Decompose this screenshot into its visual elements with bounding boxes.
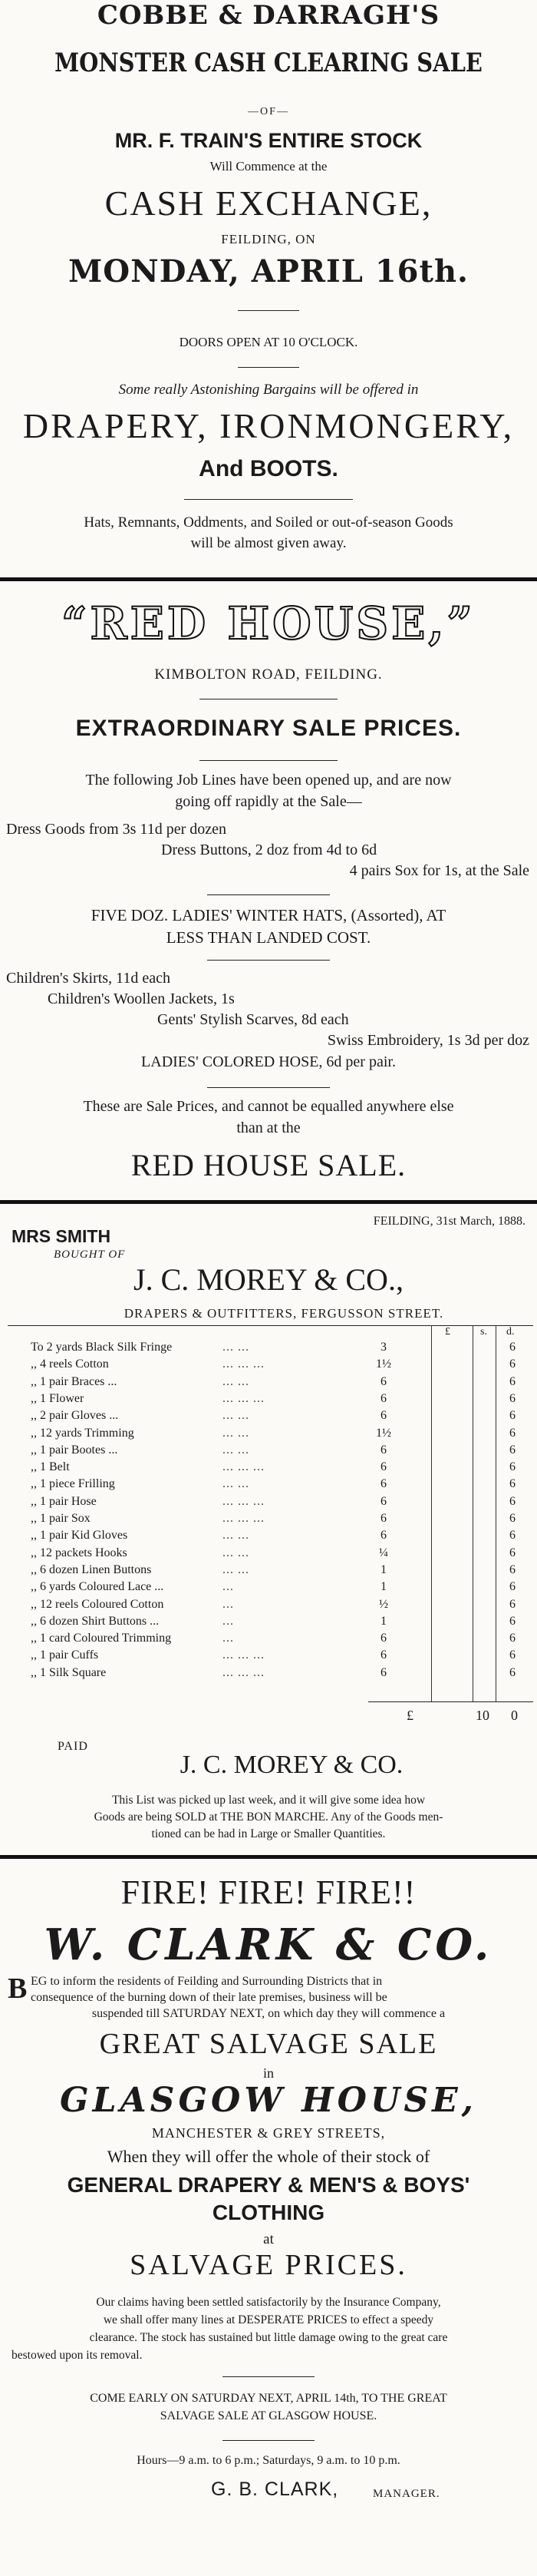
bill-item-name: ,, 1 pair Hose (31, 1494, 97, 1508)
ad3-col-d: d. (506, 1326, 515, 1338)
ad4-hours: Hours—9 a.m. to 6 p.m.; Saturdays, 9 a.m. to 10 p.m. (137, 2454, 400, 2467)
bill-item-leader: ... ... (222, 1443, 249, 1457)
ad4-body-2: consequence of the burning down of their late premises, business will be (31, 1991, 387, 2004)
ad2-list2-item: Children's Skirts, 11d each (6, 970, 170, 987)
ad4-in: in (262, 2065, 274, 2081)
ad4-manager: MANAGER. (373, 2488, 440, 2500)
bill-item-name: ,, 1 pair Braces ... (31, 1374, 117, 1388)
ad3-table-top-rule (8, 1325, 533, 1326)
bill-item-name: ,, 1 piece Frilling (31, 1477, 115, 1491)
bill-item-row (0, 1666, 537, 1683)
bill-item-row (0, 1632, 537, 1648)
bill-item-shillings: 6 (381, 1391, 387, 1405)
bill-item-shillings: 1½ (376, 1426, 391, 1440)
bill-item-leader: ... ... ... (222, 1460, 265, 1474)
bill-item-leader: ... ... ... (222, 1494, 265, 1508)
ad3-total-d: 0 (511, 1708, 518, 1723)
bill-item-name: ,, 12 reels Coloured Cotton (31, 1597, 164, 1611)
ad2-hats-2: LESS THAN LANDED COST. (166, 928, 371, 947)
ad2-closing-2: than at the (236, 1119, 301, 1136)
bill-item-leader: ... ... ... (222, 1391, 265, 1405)
ad4-come-2: SALVAGE SALE AT GLASGOW HOUSE. (160, 2409, 377, 2422)
ad4-claims-2: we shall offer many lines at DESPERATE PRICES to effect a speedy (103, 2313, 434, 2326)
ad3-note-2: Goods are being SOLD at THE BON MARCHE. Any of the Goods men- (94, 1810, 443, 1824)
bill-item-leader: ... ... (222, 1477, 249, 1491)
bill-item-shillings: 6 (381, 1443, 387, 1457)
ad3-paid: PAID (58, 1740, 88, 1753)
ad1-short-rule (238, 310, 299, 311)
bill-item-row (0, 1495, 537, 1512)
ad2-list1-item: Dress Goods from 3s 11d per dozen (6, 821, 226, 838)
ad3-paid-firm: J. C. MOREY & CO. (180, 1751, 404, 1779)
bill-item-row (0, 1357, 537, 1374)
ad4-firm: W. CLARK & CO. (44, 1920, 493, 1970)
ad1-hats: Hats, Remnants, Oddments, and Soiled or out-of-season Goods (84, 514, 453, 531)
ad1-commence: Will Commence at the (209, 159, 328, 174)
bill-item-leader: ... ... ... (222, 1665, 265, 1679)
bill-item-pence: 6 (509, 1391, 516, 1405)
bill-item-row (0, 1427, 537, 1443)
ad2-rule-5 (207, 1087, 330, 1088)
ad4-salvage-prices: SALVAGE PRICES. (130, 2249, 407, 2281)
ad3-bought-of: BOUGHT OF (54, 1248, 126, 1261)
bill-item-shillings: 6 (381, 1374, 387, 1388)
ad2-list1-item: Dress Buttons, 2 doz from 4d to 6d (161, 842, 377, 858)
bill-item-name: ,, 1 Flower (31, 1391, 84, 1405)
ad3-total-pound: £ (407, 1708, 413, 1723)
bill-item-pence: 6 (509, 1512, 516, 1525)
ad4-drop-cap: B (8, 1973, 28, 2005)
ad1-boots: And BOOTS. (199, 456, 338, 481)
ad1-stock: MR. F. TRAIN'S ENTIRE STOCK (114, 129, 423, 152)
bill-item-shillings: 1½ (376, 1357, 391, 1371)
ad2-list1-item: 4 pairs Sox for 1s, at the Sale (349, 862, 529, 879)
bill-item-pence: 6 (509, 1529, 516, 1543)
ad2-list2-item: LADIES' COLORED HOSE, 6d per pair. (141, 1053, 396, 1070)
bill-item-leader: ... ... (222, 1529, 249, 1543)
bill-item-row (0, 1477, 537, 1494)
ad2-list2-item: Gents' Stylish Scarves, 8d each (157, 1011, 349, 1028)
ad1-bottom-border (0, 577, 537, 581)
ad3-dateline: FEILDING, 31st March, 1888. (373, 1215, 525, 1228)
bill-item-shillings: 3 (381, 1341, 387, 1354)
ad2-bottom-border (0, 1200, 537, 1204)
ad4-claims-3: clearance. The stock has sustained but little damage owing to the great care (89, 2331, 448, 2344)
ad4-at: at (263, 2231, 274, 2247)
bill-item-row (0, 1598, 537, 1615)
bill-item-shillings: 6 (381, 1665, 387, 1679)
bill-item-pence: 6 (509, 1357, 516, 1371)
bill-item-row (0, 1512, 537, 1529)
bill-item-name: ,, 1 pair Cuffs (31, 1648, 99, 1662)
ad1-bargains: Some really Astonishing Bargains will be offered in (118, 382, 419, 398)
bill-item-pence: 6 (509, 1632, 516, 1645)
ad1-short-rule-2 (238, 367, 299, 368)
ad2-red-house-title: “RED HOUSE,” (61, 597, 476, 650)
bill-item-shillings: 6 (381, 1409, 387, 1423)
ad3-col-s: s. (480, 1326, 487, 1338)
ad3-total-s: 10 (476, 1708, 489, 1723)
ad4-general: GENERAL DRAPERY & MEN'S & BOYS' (67, 2173, 470, 2197)
ad1-rule (184, 499, 353, 500)
ad2-rule-4 (207, 960, 330, 961)
bill-item-shillings: 6 (381, 1512, 387, 1525)
bill-item-pence: 6 (509, 1426, 516, 1440)
bill-item-name: To 2 yards Black Silk Fringe (31, 1341, 173, 1354)
bill-item-pence: 6 (509, 1494, 516, 1508)
ad1-feilding-on: FEILDING, ON (221, 232, 316, 246)
bill-item-name: ,, 1 Silk Square (31, 1665, 107, 1679)
ad4-glasgow-house: GLASGOW HOUSE, (60, 2081, 477, 2120)
bill-item-leader: ... ... (222, 1546, 249, 1559)
ad2-closing-1: These are Sale Prices, and cannot be equalled anywhere else (83, 1098, 454, 1115)
ad4-rule-2 (222, 2440, 315, 2441)
bill-item-name: ,, 6 dozen Shirt Buttons ... (31, 1614, 160, 1628)
ad1-of: —OF— (248, 106, 289, 117)
bill-item-leader: ... (222, 1614, 234, 1628)
bill-item-name: ,, 1 pair Kid Gloves (31, 1529, 128, 1543)
ad3-col-pound: £ (445, 1326, 450, 1338)
bill-item-row (0, 1409, 537, 1426)
ad3-note-3: tioned can be had in Large or Smaller Quantities. (151, 1827, 386, 1840)
bill-item-row (0, 1460, 537, 1477)
bill-item-shillings: 6 (381, 1632, 387, 1645)
bill-item-row (0, 1443, 537, 1460)
bill-item-leader: ... (222, 1580, 234, 1594)
ad4-claims-1: Our claims having been settled satisfactorily by the Insurance Company, (96, 2296, 441, 2309)
bill-item-pence: 6 (509, 1546, 516, 1559)
ad4-rule (222, 2376, 315, 2377)
bill-item-leader: ... ... (222, 1341, 249, 1354)
ad2-intro-1: The following Job Lines have been opened up, and are now (85, 772, 452, 789)
ad4-body-1: EG to inform the residents of Feilding and Surrounding Districts that in (31, 1975, 383, 1988)
bill-item-row (0, 1546, 537, 1563)
bill-item-shillings: 1 (381, 1562, 387, 1576)
ad3-customer: MRS SMITH (12, 1226, 111, 1246)
ad2-rule-2 (199, 760, 338, 761)
bill-item-shillings: 6 (381, 1460, 387, 1474)
bill-item-shillings: 6 (381, 1477, 387, 1491)
bill-item-row (0, 1529, 537, 1546)
bill-item-row (0, 1563, 537, 1580)
ad4-signature: G. B. CLARK, (211, 2478, 339, 2500)
ad1-sale-title: MONSTER CASH CLEARING SALE (54, 48, 483, 78)
ad3-firm-sub: DRAPERS & OUTFITTERS, FERGUSSON STREET. (124, 1306, 444, 1321)
bill-item-pence: 6 (509, 1597, 516, 1611)
bill-item-pence: 6 (509, 1648, 516, 1662)
bill-item-name: ,, 12 yards Trimming (31, 1426, 134, 1440)
ad2-hats-1: FIVE DOZ. LADIES' WINTER HATS, (Assorted), AT (91, 906, 446, 924)
bill-item-leader: ... ... (222, 1562, 249, 1576)
ad2-rule-3 (207, 894, 330, 895)
bill-item-row (0, 1341, 537, 1357)
ad1-cash-exchange: CASH EXCHANGE, (104, 184, 433, 223)
bill-item-leader: ... ... (222, 1426, 249, 1440)
bill-item-pence: 6 (509, 1477, 516, 1491)
bill-item-leader: ... (222, 1632, 234, 1645)
ad2-address: KIMBOLTON ROAD, FEILDING. (154, 666, 383, 683)
ad1-date: MONDAY, APRIL 16th. (68, 253, 469, 289)
ad2-list2-item: Children's Woollen Jackets, 1s (48, 990, 235, 1007)
bill-item-row (0, 1375, 537, 1392)
ad4-fire: FIRE! FIRE! FIRE!! (120, 1873, 417, 1911)
bill-item-shillings: 6 (381, 1648, 387, 1662)
ad1-given-away: will be almost given away. (190, 535, 347, 551)
ad4-clothing: CLOTHING (212, 2201, 325, 2224)
ad4-come-1: COME EARLY ON SATURDAY NEXT, APRIL 14th, TO THE GREAT (90, 2392, 447, 2405)
bill-item-row (0, 1615, 537, 1632)
bill-item-pence: 6 (509, 1580, 516, 1594)
bill-item-name: ,, 12 packets Hooks (31, 1546, 127, 1559)
bill-item-shillings: ¼ (379, 1546, 388, 1559)
ad3-firm: J. C. MOREY & CO., (133, 1262, 404, 1297)
ad4-when: When they will offer the whole of their stock of (107, 2147, 430, 2166)
bill-item-leader: ... (222, 1597, 234, 1611)
ad4-salvage-sale: GREAT SALVAGE SALE (99, 2028, 438, 2060)
bill-item-shillings: ½ (379, 1597, 388, 1611)
ad2-list2-item: Swiss Embroidery, 1s 3d per doz (327, 1032, 529, 1049)
bill-item-pence: 6 (509, 1341, 516, 1354)
bill-item-name: ,, 1 pair Sox (31, 1512, 91, 1525)
bill-item-row (0, 1648, 537, 1665)
bill-item-leader: ... ... ... (222, 1512, 265, 1525)
ad2-headline: EXTRAORDINARY SALE PRICES. (75, 716, 462, 741)
bill-item-name: ,, 1 card Coloured Trimming (31, 1632, 172, 1645)
bill-item-shillings: 1 (381, 1614, 387, 1628)
bill-item-shillings: 6 (381, 1494, 387, 1508)
bill-item-name: ,, 6 yards Coloured Lace ... (31, 1580, 164, 1594)
bill-item-pence: 6 (509, 1409, 516, 1423)
bill-item-pence: 6 (509, 1665, 516, 1679)
ad1-firm-name: COBBE & DARRAGH'S (97, 0, 440, 31)
ad4-claims-4: bestowed upon its removal. (12, 2349, 143, 2362)
ad1-doors: DOORS OPEN AT 10 O'CLOCK. (179, 335, 358, 349)
ad3-note-1: This List was picked up last week, and it will give some idea how (111, 1794, 426, 1807)
ad3-bottom-border (0, 1855, 537, 1859)
bill-item-name: ,, 2 pair Gloves ... (31, 1409, 119, 1423)
bill-item-row (0, 1392, 537, 1409)
bill-item-name: ,, 4 reels Cotton (31, 1357, 109, 1371)
bill-item-pence: 6 (509, 1460, 516, 1474)
ad1-drapery: DRAPERY, IRONMONGERY, (22, 406, 515, 445)
bill-item-name: ,, 1 Belt (31, 1460, 70, 1474)
bill-item-name: ,, 1 pair Bootes ... (31, 1443, 118, 1457)
bill-item-leader: ... ... (222, 1409, 249, 1423)
bill-item-leader: ... ... (222, 1374, 249, 1388)
bill-item-pence: 6 (509, 1443, 516, 1457)
ad2-intro-2: going off rapidly at the Sale— (175, 793, 362, 810)
bill-item-shillings: 1 (381, 1580, 387, 1594)
ad4-body-3: suspended till SATURDAY NEXT, on which day they will commence a (91, 2007, 446, 2020)
bill-item-name: ,, 6 dozen Linen Buttons (31, 1562, 152, 1576)
ad2-closing-3: RED HOUSE SALE. (130, 1148, 407, 1182)
ad4-streets: MANCHESTER & GREY STREETS, (151, 2125, 386, 2141)
bill-item-shillings: 6 (381, 1529, 387, 1543)
bill-item-leader: ... ... ... (222, 1648, 265, 1662)
bill-item-leader: ... ... ... (222, 1357, 265, 1371)
bill-item-pence: 6 (509, 1374, 516, 1388)
bill-item-pence: 6 (509, 1614, 516, 1628)
ad3-total-rule (368, 1701, 533, 1702)
bill-item-pence: 6 (509, 1562, 516, 1576)
bill-item-row (0, 1580, 537, 1597)
